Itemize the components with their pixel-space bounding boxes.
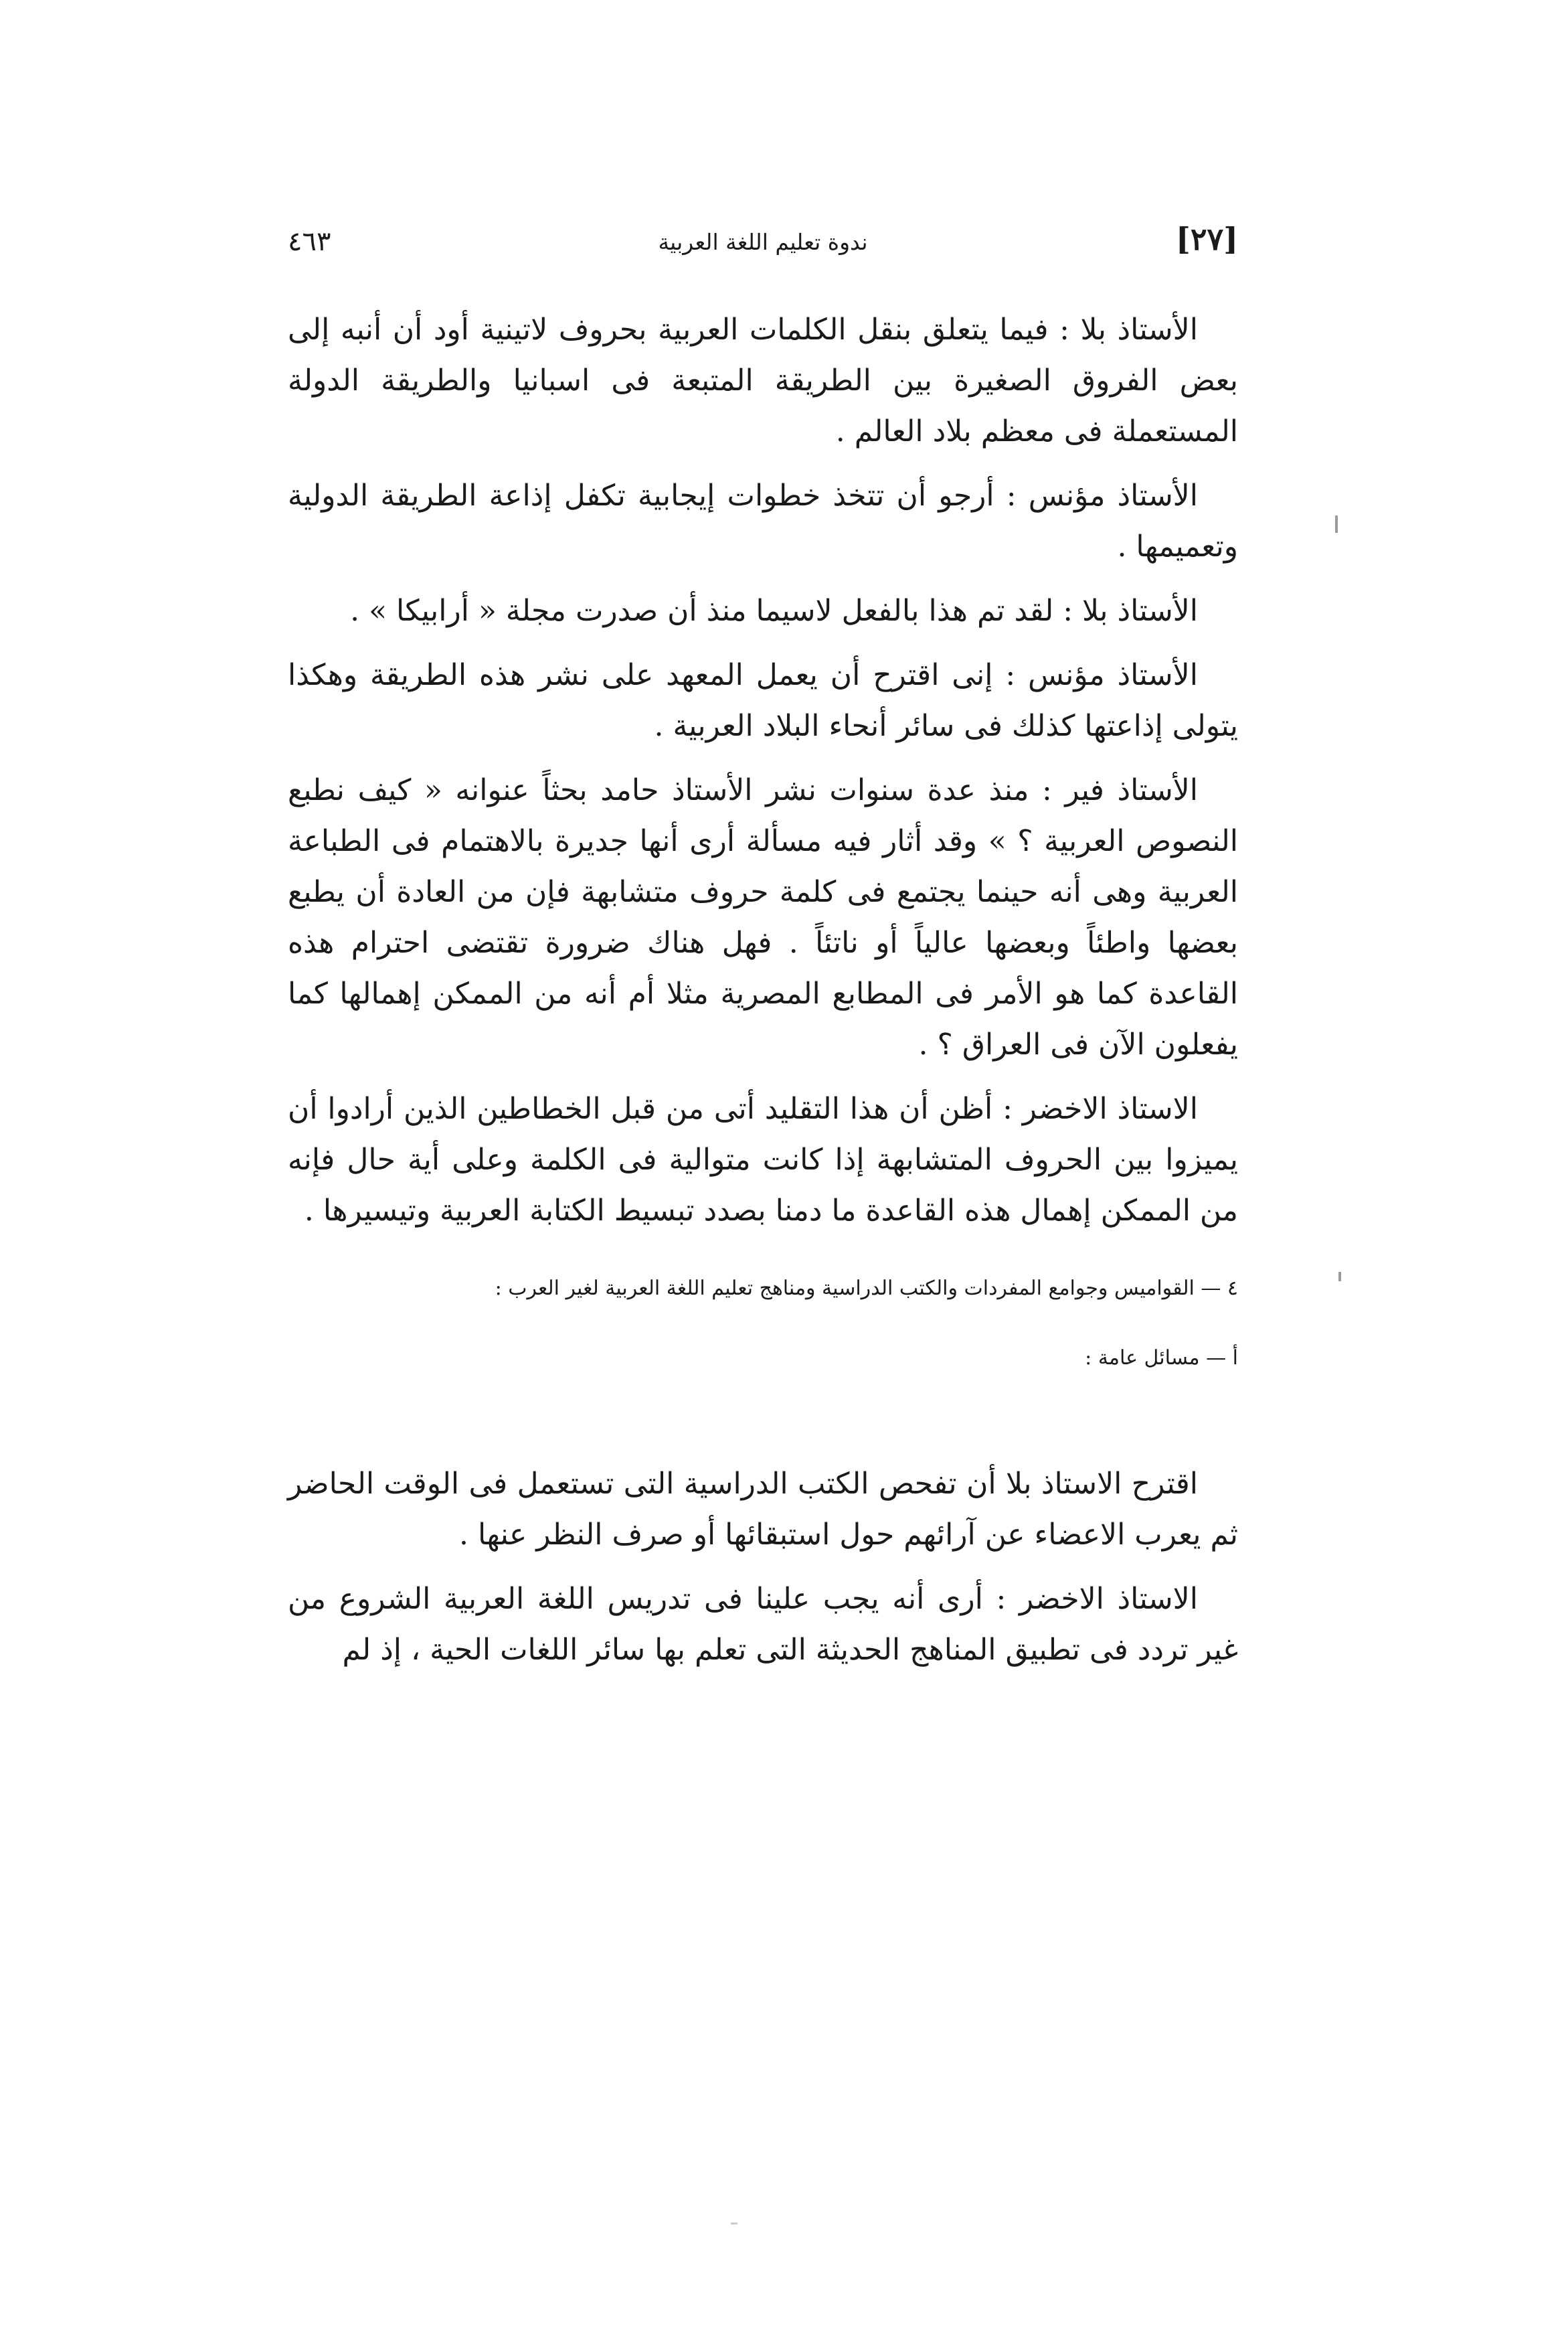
paragraph: الاستاذ الاخضر : أرى أنه يجب علينا فى تدريس اللغة العربية الشروع من غير تردد فى تطبيق المناهج الحديثة التى تعلم بها سائر اللغات الحية ، إذ لم	[288, 1582, 1238, 1667]
running-title: ندوة تعليم اللغة العربية	[658, 229, 868, 255]
margin-mark	[731, 2222, 737, 2224]
paragraph: الأستاذ بلا : لقد تم هذا بالفعل لاسيما منذ أن صدرت مجلة « أرابيكا » .	[350, 594, 1198, 628]
section-heading: ٤ — القواميس وجوامع المفردات والكتب الدراسية ومناهج تعليم اللغة العربية لغير العرب :	[495, 1277, 1238, 1300]
sub-heading: أ — مسائل عامة :	[1085, 1346, 1238, 1370]
paragraph: اقترح الاستاذ بلا أن تفحص الكتب الدراسية التى تستعمل فى الوقت الحاضر ثم يعرب الاعضاء عن آرائهم حول استبقائها أو صرف النظر عنها .	[288, 1467, 1238, 1552]
paragraph: الأستاذ مؤنس : إنى اقترح أن يعمل المعهد على نشر هذه الطريقة وهكذا يتولى إذاعتها كذلك فى سائر أنحاء البلاد العربية .	[288, 658, 1238, 743]
page-number: ٤٦٣	[288, 226, 331, 257]
paragraph: الأستاذ مؤنس : أرجو أن تتخذ خطوات إيجابية تكفل إذاعة الطريقة الدولية وتعميمها .	[288, 479, 1238, 564]
section-headings	[288, 1269, 1238, 1378]
paragraph: الأستاذ بلا : فيما يتعلق بنقل الكلمات العربية بحروف لاتينية أود أن أنبه إلى بعض الفروق الصغيرة بين الطريقة المتبعة فى اسبانيا والطريقة الدولة المستعملة فى معظم بلاد العالم .	[288, 313, 1238, 449]
margin-mark	[1338, 1272, 1341, 1281]
body-text	[288, 305, 1238, 1689]
paragraph: الاستاذ الاخضر : أظن أن هذا التقليد أتى من قبل الخطاطين الذين أرادوا أن يميزوا بين الحروف المتشابهة إذا كانت متوالية فى الكلمة وعلى أية حال فإنه من الممكن إهمال هذه القاعدة ما دمنا بصدد تبسيط الكتابة العربية وتيسيرها .	[288, 1092, 1238, 1228]
section-number: [٢٧]	[1176, 221, 1238, 257]
page-header	[288, 221, 1238, 274]
paragraph: الأستاذ فير : منذ عدة سنوات نشر الأستاذ حامد بحثاً عنوانه « كيف نطبع النصوص العربية ؟ » وقد أثار فيه مسألة أرى أنها جديرة بالاهتمام فى الطباعة العربية وهى أنه حينما يجتمع فى كلمة حروف متشابهة فإن من العادة أن يطبع بعضها واطئاً وبعضها عالياً أو ناتئاً . فهل هناك ضرورة تقتضى احترام هذه القاعدة كما هو الأمر فى المطابع المصرية مثلا أم أنه من الممكن إهمالها كما يفعلون الآن فى العراق ؟ .	[288, 773, 1238, 1062]
margin-mark	[1335, 515, 1338, 533]
